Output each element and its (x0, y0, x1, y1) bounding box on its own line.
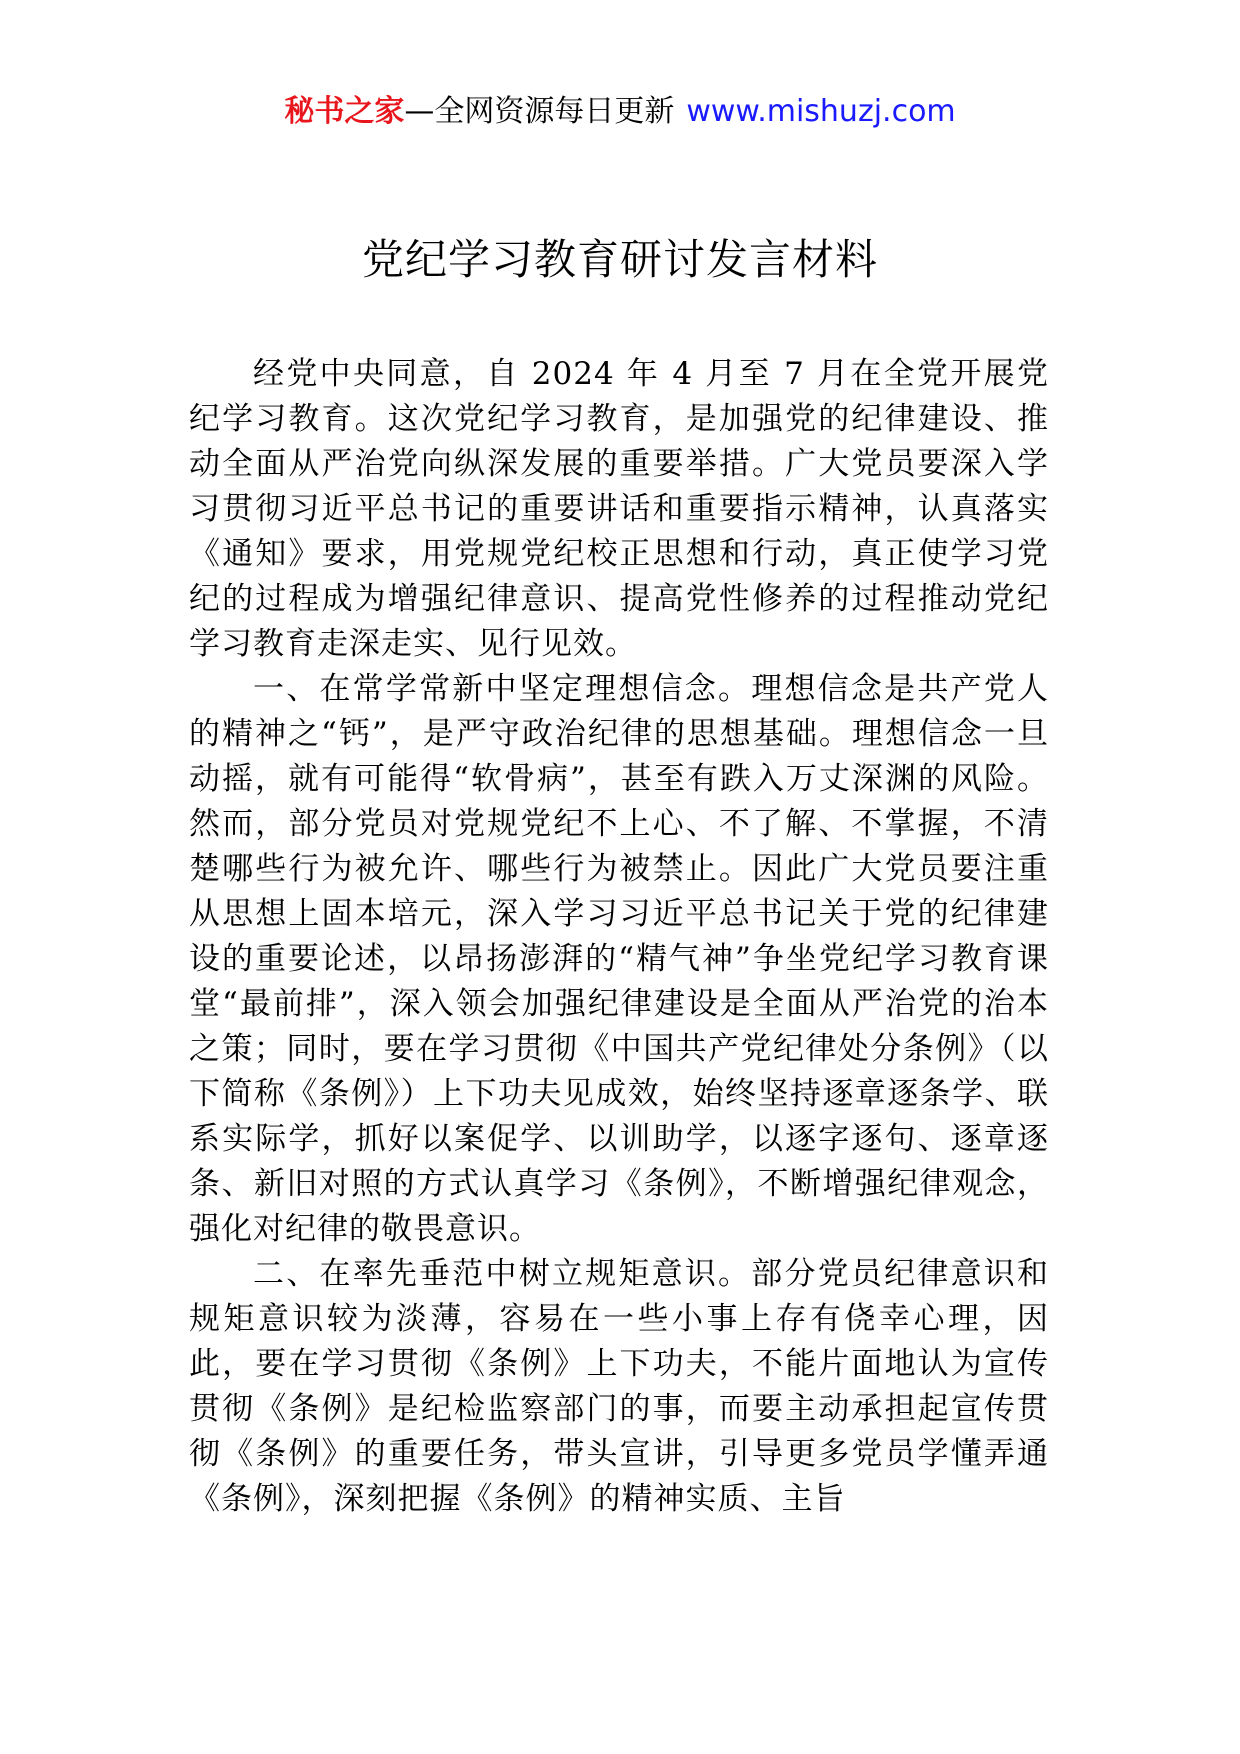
paragraph-section-one: 一、在常学常新中坚定理想信念。理想信念是共产党人的精神之“钙”，是严守政治纪律的思想基础。理想信念一旦动摇，就有可能得“软骨病”，甚至有跌入万丈深渊的风险。然而，部分党员对党规党纪不上心、不了解、不掌握，不清楚哪些行为被允许、哪些行为被禁止。因此广大党员要注重从思想上固本培元，深入学习习近平总书记关于党的纪律建设的重要论述，以昂扬澎湃的“精气神”争坐党纪学习教育课堂“最前排”，深入领会加强纪律建设是全面从严治党的治本之策；同时，要在学习贯彻《中国共产党纪律处分条例》（以下简称《条例》）上下功夫见成效，始终坚持逐章逐条学、联系实际学，抓好以案促学、以训助学，以逐字逐句、逐章逐条、新旧对照的方式认真学习《条例》，不断增强纪律观念，强化对纪律的敬畏意识。 (189, 671, 1049, 1247)
site-brand: 秘书之家 (284, 94, 405, 129)
paragraph-intro: 经党中央同意，自 2024 年 4 月至 7 月在全党开展党纪学习教育。这次党纪学习教育，是加强党的纪律建设、推动全面从严治党向纵深发展的重要举措。广大党员要深入学习贯彻习近平总书记的重要讲话和重要指示精神，认真落实《通知》要求，用党规党纪校正思想和行动，真正使学习党纪的过程成为增强纪律意识、提高党性修养的过程推动党纪学习教育走深走实、见行见效。 (189, 356, 1049, 662)
document-body (189, 352, 1049, 1522)
site-slogan: —全网资源每日更新 (404, 94, 675, 129)
paragraph-section-two: 二、在率先垂范中树立规矩意识。部分党员纪律意识和规矩意识较为淡薄，容易在一些小事上存有侥幸心理，因此，要在学习贯彻《条例》上下功夫，不能片面地认为宣传贯彻《条例》是纪检监察部门的事，而要主动承担起宣传贯彻《条例》的重要任务，带头宣讲，引导更多党员学懂弄通《条例》，深刻把握《条例》的精神实质、主旨 (189, 1256, 1049, 1517)
site-url-link[interactable]: www.mishuzj.com (686, 94, 956, 129)
document-title: 党纪学习教育研讨发言材料 (361, 235, 878, 284)
site-header (0, 90, 1240, 134)
